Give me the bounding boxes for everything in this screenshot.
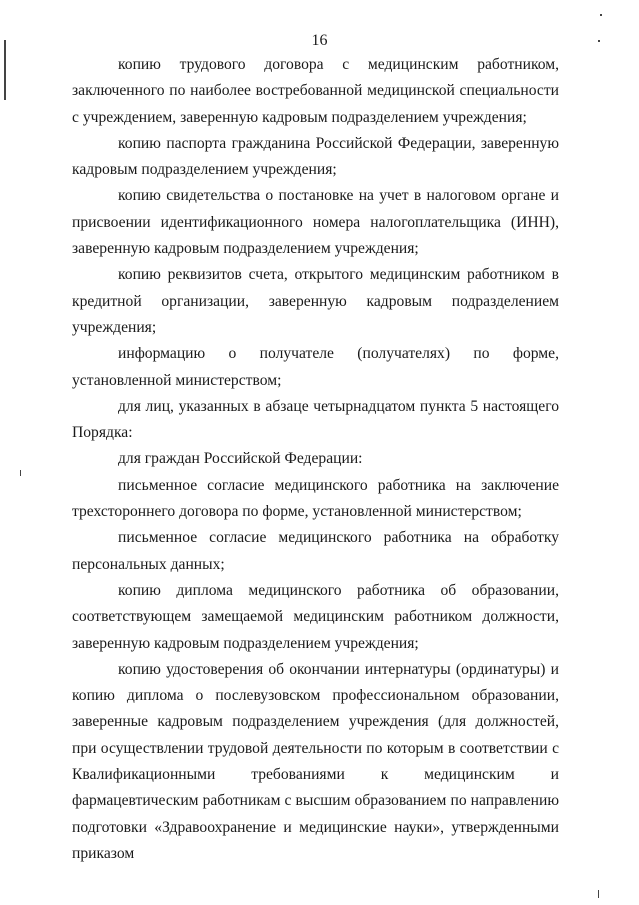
paragraph: копию удостоверения об окончании интернатуры (ординатуры) и копию диплома о послевузовском профессиональном образовании, заверенные кадровым подразделением учреждения (для должностей, при осуществлении трудовой деятельности по которым в соответствии с Квалификационными требованиями к медицинским и фармацевтическим работникам с высшим образованием по направлению подготовки «Здравоохранение и медицинские науки», утвержденными приказом [72,660,559,862]
paragraph: копию свидетельства о постановке на учет в налоговом органе и присвоении идентификационного номера налогоплательщика (ИНН), заверенную кадровым подразделением учреждения; [72,187,559,258]
scan-dot-mark [598,890,599,898]
paragraph: копию диплома медицинского работника об образовании, соответствующем замещаемой медицинским работником должности, заверенную кадровым подразделением учреждения; [72,581,559,652]
paragraph: для лиц, указанных в абзаце четырнадцатом пункта 5 настоящего Порядка: [72,397,559,442]
paragraph: информацию о получателе (получателях) по форме, установленной министерством; [72,345,559,389]
page-number: 16 [311,32,328,49]
scan-dot-mark [598,40,600,42]
paragraph: письменное согласие медицинского работника на заключение трехстороннего договора по форме, установленной министерством; [72,476,559,521]
paragraph: письменное согласие медицинского работника на обработку персональных данных; [72,529,559,573]
paragraph: копию трудового договора с медицинским работником, заключенного по наиболее востребованной медицинской специальности с учреждением, заверенную кадровым подразделением учреждения; [72,56,559,126]
paragraph: копию реквизитов счета, открытого медицинским работником в кредитной организации, заверенную кадровым подразделением учреждения; [72,266,559,336]
scan-dot-mark [600,14,602,16]
document-body [72,52,559,867]
scan-dot-mark [20,470,21,476]
scan-edge-mark [4,40,6,100]
paragraph: копию паспорта гражданина Российской Федерации, заверенную кадровым подразделением учреждения; [72,134,559,179]
paragraph: для граждан Российской Федерации: [118,450,363,468]
